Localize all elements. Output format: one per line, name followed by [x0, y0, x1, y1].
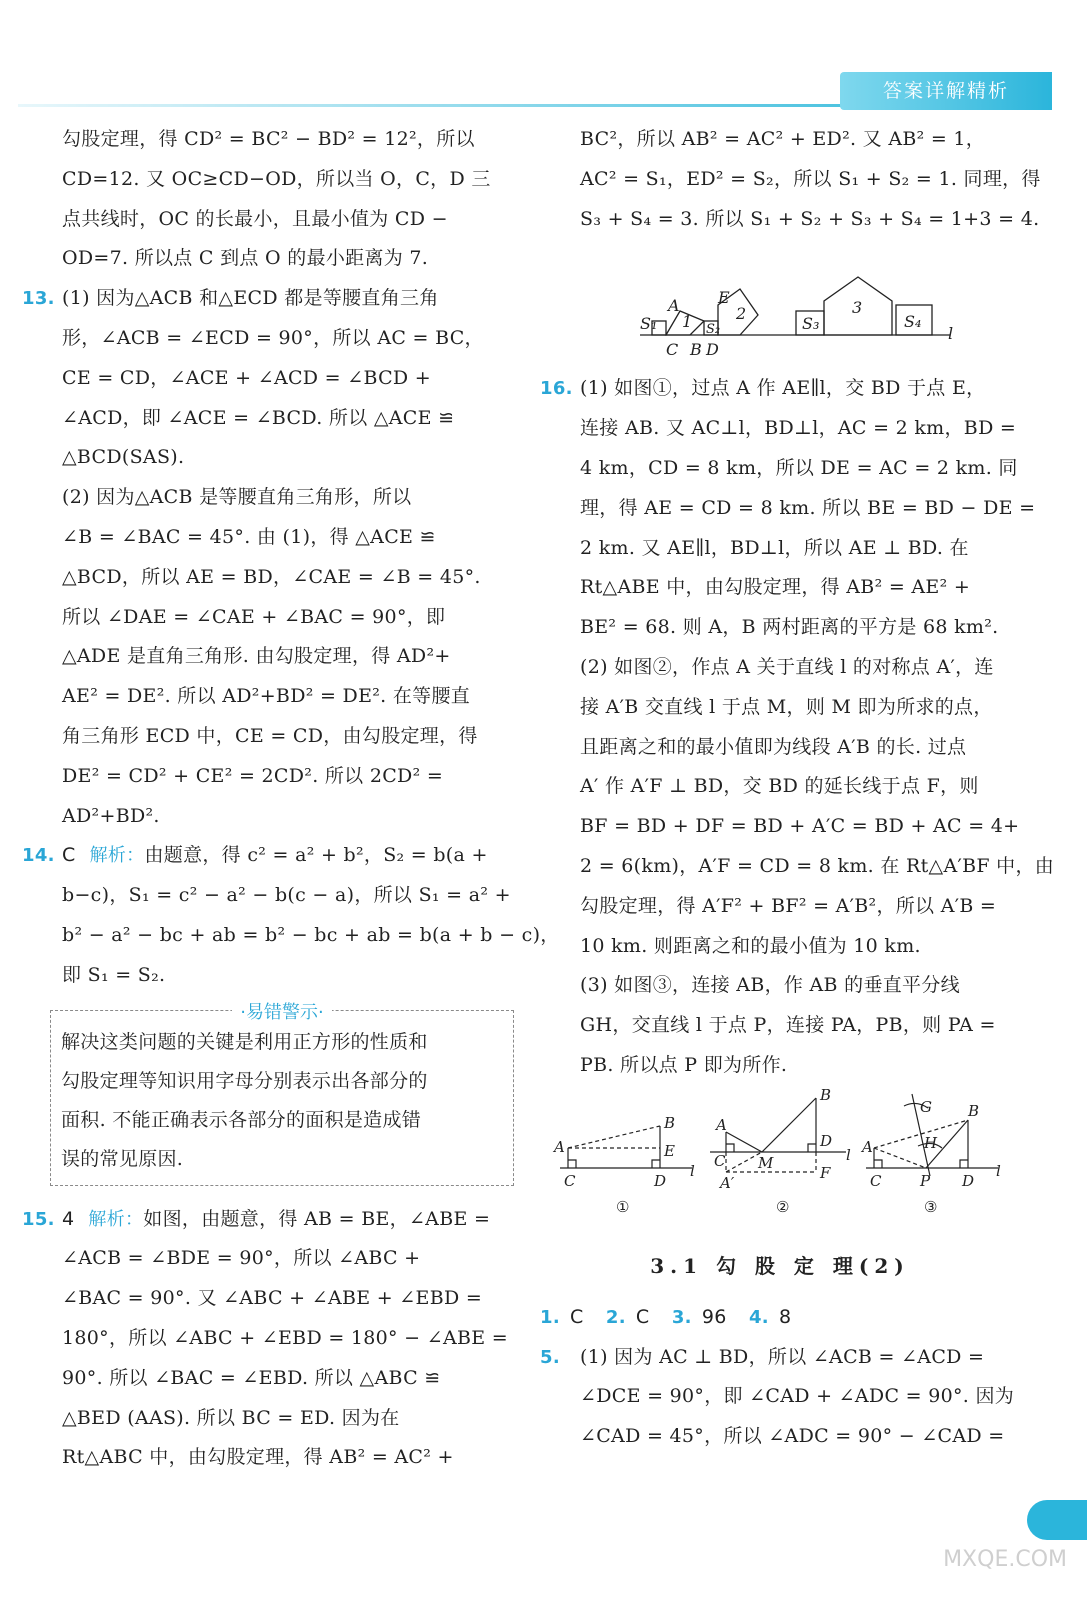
fig-label: 3	[852, 298, 863, 318]
fig-label: S₁	[640, 314, 658, 334]
fig-label: B	[968, 1101, 980, 1120]
text-line: ∠DCE = 90°，即 ∠CAD + ∠ADC = 90°. 因为	[580, 1385, 1015, 1408]
text-line: △BED (AAS). 所以 BC = ED. 因为在	[62, 1406, 400, 1429]
fig-label: l	[690, 1161, 695, 1180]
fig-label: C	[666, 340, 679, 360]
text-line: △BCD(SAS).	[62, 446, 185, 469]
answer-value: C	[570, 1305, 584, 1328]
text-line: 10 km. 则距离之和的最小值为 10 km.	[580, 934, 921, 957]
fig-label: P	[920, 1171, 931, 1190]
right-angle-mark	[652, 1160, 660, 1168]
warning-line: 勾股定理等知识用字母分别表示出各部分的	[61, 1069, 428, 1092]
text-line: 所以 ∠DAE = ∠CAE + ∠BAC = 90°，即	[62, 605, 446, 628]
text-line: 连接 AB. 又 AC⊥l，BD⊥l，AC = 2 km，BD =	[580, 417, 1017, 440]
text-line: (2) 如图②，作点 A 关于直线 l 的对称点 A′，连	[580, 655, 994, 678]
segment-a2m	[726, 1152, 762, 1172]
question-15	[22, 1200, 508, 1479]
warning-line: 误的常见原因.	[61, 1147, 184, 1170]
text-line: AC² = S₁，ED² = S₂，所以 S₁ + S₂ = 1. 同理，得	[580, 167, 1041, 190]
fig-label: D	[962, 1171, 975, 1190]
fig-label: A	[554, 1137, 565, 1156]
question-number: 16.	[540, 378, 573, 400]
fig-label: G	[920, 1097, 932, 1116]
figure-3	[860, 1094, 1001, 1216]
text-line: 如图，由题意，得 AB = BE，∠ABE =	[143, 1207, 491, 1230]
text-line: CD=12. 又 OC≥CD−OD，所以当 O，C，D 三	[62, 167, 491, 190]
fig-label: l	[948, 324, 954, 344]
right-angle-mark	[874, 1160, 882, 1168]
text-line: BE² = 68. 则 A，B 两村距离的平方是 68 km².	[580, 616, 999, 639]
question-number: 5.	[540, 1346, 560, 1368]
fig-label: D	[654, 1171, 667, 1190]
text-line: 勾股定理，得 CD² = BC² − BD² = 12²，所以	[62, 128, 475, 150]
text-line: PB. 所以点 P 即为所作.	[580, 1053, 788, 1076]
text-line: 180°，所以 ∠ABC + ∠EBD = 180° − ∠ABE =	[62, 1326, 508, 1349]
answer-value: C	[635, 1305, 650, 1328]
fig-label: E	[718, 288, 730, 308]
text-line: ∠ACD，即 ∠ACE = ∠BCD. 所以 △ACE ≌	[62, 406, 455, 429]
question-number: 1.	[540, 1306, 560, 1328]
text-line: △ADE 是直角三角形. 由勾股定理，得 AD²+	[62, 645, 451, 668]
fig-label: S₂	[706, 322, 721, 338]
fig-label: D	[820, 1131, 833, 1150]
fig-label: H	[924, 1133, 938, 1152]
analysis-tag: 解析：	[88, 1208, 144, 1230]
text-line: 4 km，CD = 8 km，所以 DE = AC = 2 km. 同	[580, 456, 1018, 479]
watermark: MXQE.COM	[943, 1547, 1067, 1572]
text-line: 接 A′B 交直线 l 于点 M，则 M 即为所求的点，	[580, 695, 993, 718]
answer-value: 4	[62, 1207, 75, 1230]
fig-label: F	[820, 1163, 831, 1182]
text-line: (2) 因为△ACB 是等腰直角三角形，所以	[62, 486, 412, 509]
text-line: AD²+BD².	[62, 804, 160, 827]
question-5	[540, 1338, 1020, 1457]
text-line: 形，∠ACB = ∠ECD = 90°，所以 AC = BC，	[62, 326, 484, 349]
question-16	[540, 369, 1055, 1085]
text-line: (1) 如图①，过点 A 作 AE∥l，交 BD 于点 E，	[580, 377, 986, 400]
text-line: 且距离之和的最小值即为线段 A′B 的长. 过点	[580, 735, 967, 758]
fig-label: S₄	[904, 312, 922, 332]
header-title: 答案详解精析	[840, 72, 1052, 110]
fig-label: C	[870, 1171, 882, 1190]
right-column	[540, 120, 1055, 1457]
text-line: △BCD，所以 AE = BD，∠CAE = ∠B = 45°.	[62, 565, 481, 588]
figure-squares	[540, 239, 1020, 369]
fig-label: A′	[720, 1173, 735, 1192]
text-line: 勾股定理，得 A′F² + BF² = A′B²，所以 A′B =	[580, 894, 997, 917]
fig-label: l	[846, 1145, 851, 1164]
text-line: (3) 如图③，连接 AB，作 AB 的垂直平分线	[580, 974, 960, 997]
fig-caption: ②	[776, 1197, 790, 1216]
text-line: S₃ + S₄ = 3. 所以 S₁ + S₂ + S₃ + S₄ = 1+3 = 4.	[580, 207, 1040, 230]
segment-am	[726, 1132, 762, 1152]
fig-label: C	[564, 1171, 576, 1190]
text-line: ∠B = ∠BAC = 45°. 由 (1)，得 △ACE ≌	[62, 525, 436, 548]
text-line: ∠BAC = 90°. 又 ∠ABC + ∠ABE + ∠EBD =	[62, 1287, 483, 1310]
right-angle-mark	[726, 1144, 734, 1152]
question-number: 3.	[671, 1306, 692, 1328]
question-14	[22, 836, 560, 995]
fig-label: S₃	[802, 314, 820, 334]
text-line: AE² = DE². 所以 AD²+BD² = DE². 在等腰直	[62, 685, 471, 708]
question-number: 13.	[22, 288, 55, 310]
fig-label: B	[690, 340, 702, 360]
text-line: (1) 因为△ACB 和△ECD 都是等腰直角三角	[62, 287, 439, 310]
text-line: A′ 作 A′F ⊥ BD，交 BD 的延长线于点 F，则	[580, 775, 979, 798]
text-line: 2 = 6(km)，A′F = CD = 8 km. 在 Rt△A′BF 中，由	[580, 854, 1055, 877]
text-line: BC²，所以 AB² = AC² + ED². 又 AB² = 1，	[580, 128, 986, 150]
text-line: b² − a² − bc + ab = b² − bc + ab = b(a + b − c)，	[62, 923, 560, 946]
fig-label: A	[862, 1137, 873, 1156]
fig-label: E	[664, 1141, 675, 1160]
question-number: 15.	[22, 1208, 55, 1230]
section-title: 3.1 勾 股 定 理(2)	[650, 1253, 910, 1278]
fig-label: B	[664, 1113, 676, 1132]
text-line: 角三角形 ECD 中，CE = CD，由勾股定理，得	[62, 724, 478, 747]
warning-title: ·易错警示·	[232, 1002, 331, 1023]
text-line: 90°. 所以 ∠BAC = ∠EBD. 所以 △ABC ≌	[62, 1366, 441, 1389]
text-line: 点共线时，OC 的长最小，且最小值为 CD −	[62, 207, 448, 230]
fig-label: 1	[682, 312, 693, 332]
warning-line: 面积. 不能正确表示各部分的面积是造成错	[61, 1108, 422, 1131]
figure-1	[552, 1114, 695, 1216]
fig-label: B	[820, 1085, 832, 1104]
right-angle-mark	[808, 1144, 816, 1152]
text-line: ∠ACB = ∠BDE = 90°，所以 ∠ABC +	[62, 1247, 421, 1270]
fig-label: C	[714, 1151, 726, 1170]
text-line: 理，得 AE = CD = 8 km. 所以 BE = BD − DE =	[580, 496, 1036, 519]
fig-label: D	[706, 340, 719, 360]
fig-label: A	[668, 296, 680, 316]
right-angle-mark	[960, 1160, 968, 1168]
warning-box	[50, 1001, 514, 1186]
segment-ab	[568, 1126, 660, 1148]
fig-label: A	[716, 1115, 727, 1134]
text-line: CE = CD，∠ACE + ∠ACD = ∠BCD +	[62, 366, 432, 389]
text-line: Rt△ABE 中，由勾股定理，得 AB² = AE² +	[580, 576, 971, 599]
figure-2	[710, 1086, 851, 1216]
fig-label: M	[758, 1153, 774, 1172]
fig-caption: ③	[924, 1197, 938, 1216]
text-line: 即 S₁ = S₂.	[62, 963, 166, 986]
text-line: GH，交直线 l 于点 P，连接 PA，PB，则 PA =	[580, 1014, 996, 1037]
text-line: b−c)，S₁ = c² − a² − b(c − a)，所以 S₁ = a² +	[62, 884, 511, 907]
text-line: ∠CAD = 45°，所以 ∠ADC = 90° − ∠CAD =	[580, 1425, 1005, 1448]
text-line: DE² = CD² + CE² = 2CD². 所以 2CD² =	[62, 764, 444, 787]
header-rule	[18, 104, 848, 107]
question-number: 4.	[748, 1306, 769, 1328]
fig-label: l	[996, 1161, 1001, 1180]
text-line: 由题意，得 c² = a² + b²，S₂ = b(a +	[144, 844, 488, 867]
mcq-answers	[540, 1298, 1020, 1338]
fig-label: 2	[736, 304, 747, 324]
answer-value: 96	[701, 1305, 727, 1328]
text-line: (1) 因为 AC ⊥ BD，所以 ∠ACB = ∠ACD =	[580, 1345, 985, 1368]
warning-line: 解决这类问题的关键是利用正方形的性质和	[61, 1030, 428, 1053]
right-angle-mark	[568, 1160, 576, 1168]
fig-caption: ①	[616, 1197, 630, 1216]
answer-value: 8	[778, 1305, 792, 1328]
figure-q16	[540, 1086, 1020, 1236]
question-number: 14.	[22, 845, 55, 867]
analysis-tag: 解析：	[89, 845, 145, 867]
text-line: BF = BD + DF = BD + A′C = BD + AC = 4+	[580, 815, 1020, 838]
text-line: OD=7. 所以点 C 到点 O 的最小距离为 7.	[62, 247, 429, 270]
text-line: 2 km. 又 AE∥l，BD⊥l，所以 AE ⊥ BD. 在	[580, 536, 969, 559]
question-13	[22, 279, 500, 836]
question-number: 2.	[605, 1306, 626, 1328]
text-line: Rt△ABC 中，由勾股定理，得 AB² = AC² +	[62, 1446, 454, 1469]
answer-choice: C	[62, 844, 76, 867]
